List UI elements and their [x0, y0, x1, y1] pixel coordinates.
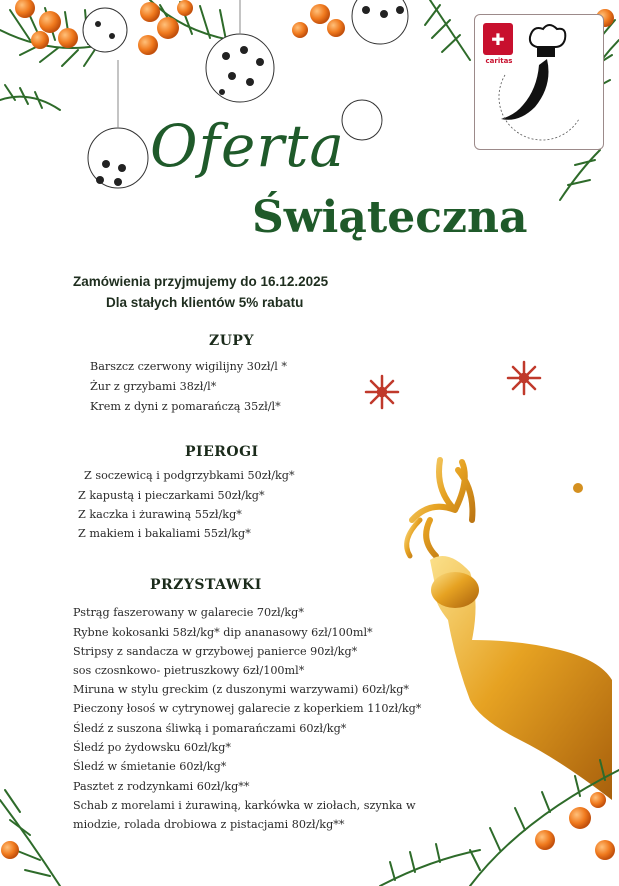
menu-item: Pieczony łosoś w cytrynowej galarecie z koperkiem 110zł/kg*	[73, 702, 422, 715]
menu-item: Z makiem i bakaliami 55zł/kg*	[78, 527, 251, 540]
menu-item: Pasztet z rodzynkami 60zł/kg**	[73, 780, 250, 793]
section-heading-pierogi: PIEROGI	[185, 444, 259, 460]
discount-note: Dla stałych klientów 5% rabatu	[106, 295, 304, 310]
menu-item: Stripsy z sandacza w grzybowej panierce 90zł/kg*	[73, 645, 358, 658]
menu-item: Śledź po żydowsku 60zł/kg*	[73, 741, 231, 754]
menu-item: Z kapustą i pieczarkami 50zł/kg*	[78, 489, 265, 502]
menu-item: Śledź w śmietanie 60zł/kg*	[73, 760, 227, 773]
menu-item: Z soczewicą i podgrzybkami 50zł/kg*	[84, 469, 295, 482]
caritas-cross-icon: ✚	[483, 23, 513, 55]
golden-reindeer	[407, 460, 612, 800]
caritas-label: caritas	[485, 57, 513, 65]
menu-item: Miruna w stylu greckim (z duszonymi warzywami) 60zł/kg*	[73, 683, 410, 696]
title-oferta: Oferta	[150, 112, 345, 180]
menu-item: Pstrąg faszerowany w galarecie 70zł/kg*	[73, 606, 304, 619]
orange-berries-top	[15, 0, 345, 55]
menu-item: Rybne kokosanki 58zł/kg* dip ananasowy 6zł/100ml*	[73, 626, 373, 639]
caritas-workshop-logo	[474, 14, 604, 150]
menu-item: Barszcz czerwony wigilijny 30zł/l *	[90, 360, 287, 373]
menu-item: miodzie, rolada drobiowa z pistacjami 80zł/kg**	[73, 818, 345, 831]
menu-item: sos czosnkowo- pietruszkowy 6zł/100ml*	[73, 664, 305, 677]
menu-item: Krem z dyni z pomarańczą 35zł/l*	[90, 400, 281, 413]
order-deadline: Zamówienia przyjmujemy do 16.12.2025	[73, 274, 329, 289]
snowflake-right	[508, 362, 540, 394]
section-heading-zupy: ZUPY	[209, 333, 254, 349]
chef-hat-mustache-icon	[475, 15, 603, 149]
title-swiateczna: Świąteczna	[252, 192, 528, 243]
menu-item: Schab z morelami i żurawiną, karkówka w ziołach, szynka w	[73, 799, 416, 812]
menu-item: Z kaczka i żurawiną 55zł/kg*	[78, 508, 242, 521]
section-heading-przystawki: PRZYSTAWKI	[150, 577, 262, 593]
menu-item: Żur z grzybami 38zł/l*	[90, 380, 217, 393]
menu-item: Śledź z suszona śliwką i pomarańczami 60zł/kg*	[73, 722, 347, 735]
snowflake-left	[366, 376, 398, 408]
